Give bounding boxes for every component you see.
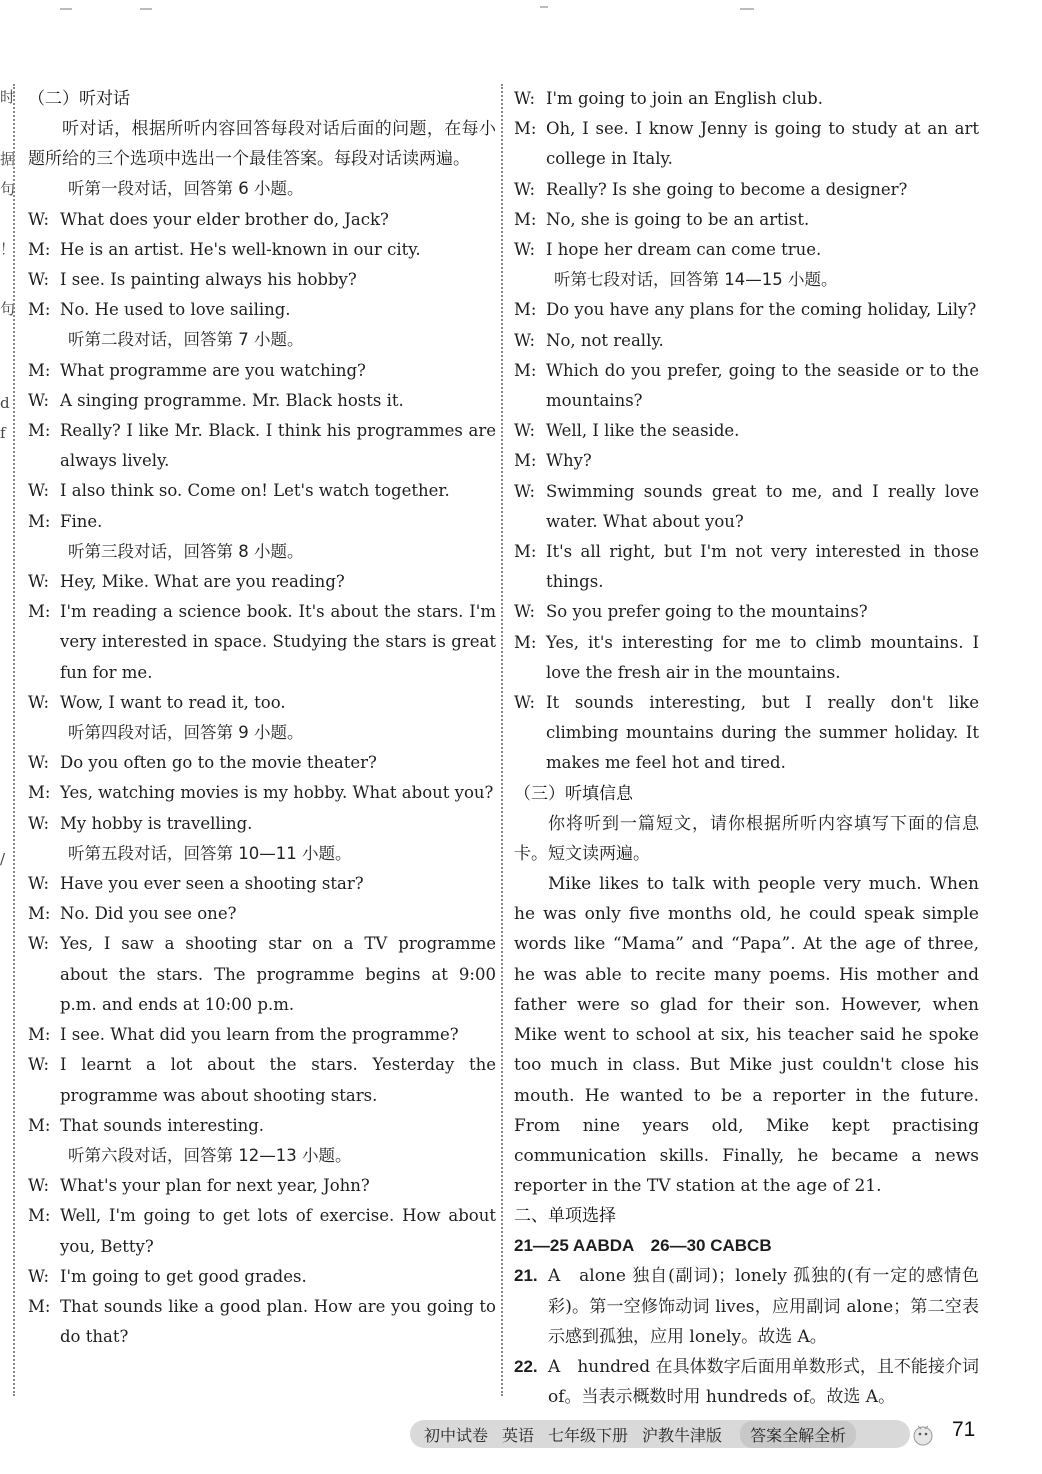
speaker-label: W: (514, 89, 536, 108)
dialogue-text: What does your elder brother do, Jack? (60, 209, 389, 229)
dialogue-text: That sounds like a good plan. How are you going to do that? (60, 1296, 496, 1347)
dialogue-text: Swimming sounds great to me, and I really love water. What about you? (546, 481, 979, 531)
dialogue-text: Well, I'm going to get lots of exercise. How about you, Betty? (60, 1206, 496, 1256)
speaker-label: M: (28, 783, 51, 803)
crop-marks-icon (0, 1, 1042, 15)
speaker-label: M: (514, 360, 537, 380)
dialogue-text: Really? I like Mr. Black. I think his programmes are always lively. (60, 421, 496, 471)
speaker-label: W: (28, 753, 50, 773)
footer-banner (410, 1420, 910, 1448)
dialogue-line (28, 567, 496, 597)
speaker-label: W: (28, 1176, 50, 1196)
dialogue-line (28, 1171, 496, 1201)
question-number: 22. (514, 1356, 538, 1376)
speaker-label: W: (28, 209, 50, 229)
edge-glyph: f (0, 424, 6, 442)
dialogue-text: Yes, I saw a shooting star on a TV programme about the stars. The programme begins at 9:00 p.m. and ends at 10:00 p.m. (60, 934, 496, 1014)
dialogue-text: Do you have any plans for the coming holiday, Lily? (546, 300, 977, 320)
dialogue-text: It sounds interesting, but I really don't like climbing mountains during the summer holiday. It makes me feel hot and tired. (546, 693, 979, 773)
dialogue-text: I hope her dream can come true. (546, 240, 822, 260)
dialogue-text: Why? (546, 451, 592, 471)
dialogue-line (28, 356, 496, 386)
speaker-label: W: (514, 330, 536, 350)
dialogue-line (28, 1201, 496, 1261)
speaker-label: W: (28, 813, 50, 833)
dialogue-text: Really? Is she going to become a designer? (546, 179, 908, 199)
dialogue-line (28, 1050, 496, 1110)
speaker-label: W: (514, 421, 536, 441)
dialogue-line (28, 386, 496, 416)
edge-glyph: 据 (0, 150, 16, 168)
speaker-label: M: (28, 300, 51, 320)
dialogue-line (28, 1020, 496, 1050)
question-number: 21. (514, 1266, 538, 1286)
dialogue-line (28, 1292, 496, 1352)
speaker-label: M: (28, 602, 51, 622)
dialogue-line (28, 205, 496, 235)
part-heading: 听第七段对话，回答第 14—15 小题。 (554, 270, 838, 290)
dialogue-line (28, 1262, 496, 1292)
footer-item: 英语 (502, 1425, 535, 1445)
section-instructions: 听对话，根据所听内容回答每段对话后面的问题，在每小题所给的三个选项中选出一个最佳答案。每段对话读两遍。 (28, 119, 496, 170)
speaker-label: M: (28, 360, 51, 380)
speaker-label: M: (28, 1296, 51, 1316)
right-column (514, 84, 979, 1412)
top-edge-marks (0, 0, 1042, 14)
part-heading: 听第六段对话，回答第 12—13 小题。 (68, 1145, 352, 1165)
mascot-icon (910, 1420, 936, 1448)
speaker-label: W: (514, 693, 536, 713)
edge-glyph: 时 (0, 88, 16, 106)
answer-key: 21—25 AABDA 26—30 CABCB (514, 1236, 772, 1256)
dialogue-text: I see. Is painting always his hobby? (60, 270, 357, 290)
dialogue-line (514, 205, 979, 235)
footer-item: 七年级下册 (548, 1425, 629, 1445)
explanation-item (514, 1261, 979, 1352)
speaker-label: M: (28, 1115, 51, 1135)
explanation-item (514, 1352, 979, 1412)
dialogue-text: I see. What did you learn from the programme? (60, 1025, 459, 1045)
dialogue-line (28, 295, 496, 325)
part-heading: 听第四段对话，回答第 9 小题。 (68, 723, 304, 743)
dialogue-text: I learnt a lot about the stars. Yesterday the programme was about shooting stars. (60, 1055, 496, 1105)
footer (410, 1416, 1000, 1452)
dialogue-text: Fine. (60, 511, 103, 531)
dialogue-text: No, she is going to be an artist. (546, 209, 810, 229)
edge-glyph: d (0, 394, 10, 412)
dialogue-line (28, 778, 496, 808)
speaker-label: M: (514, 451, 537, 471)
dialogue-text: Which do you prefer, going to the seaside or to the mountains? (546, 360, 979, 411)
section-title: 二、单项选择 (514, 1206, 616, 1227)
dialogue-text: No. He used to love sailing. (60, 300, 291, 320)
dialogue-line (28, 416, 496, 476)
dialogue-text: Yes, watching movies is my hobby. What about you? (60, 783, 494, 803)
speaker-label: M: (514, 209, 537, 229)
explanation-text: A alone 独自(副词)；lonely 孤独的(有一定的感情色彩)。第一空修饰动词 lives，应用副词 alone；第二空表示感到孤独，应用 lonely。故选 A。 (548, 1266, 979, 1347)
dialogue-text: I'm going to join an English club. (546, 89, 823, 108)
dialogue-text: So you prefer going to the mountains? (546, 602, 868, 622)
speaker-label: W: (28, 874, 50, 894)
dialogue-parts (28, 174, 496, 1352)
edge-glyph: ！ (0, 240, 16, 258)
dialogue-text: Do you often go to the movie theater? (60, 753, 377, 773)
dialogue-line (28, 265, 496, 295)
speaker-label: W: (28, 692, 50, 712)
dialogue-line (514, 416, 979, 446)
speaker-label: W: (514, 481, 536, 501)
dialogue-line (28, 748, 496, 778)
dialogue-text: Well, I like the seaside. (546, 421, 740, 441)
speaker-label: W: (514, 179, 536, 199)
dialogue-line (514, 597, 979, 627)
dialogue-line (514, 477, 979, 537)
dialogue-text: It's all right, but I'm not very interested in those things. (546, 542, 979, 592)
dialogue-text: That sounds interesting. (60, 1115, 265, 1135)
dialogue-line (514, 628, 979, 688)
edge-glyph: / (0, 850, 6, 868)
speaker-label: M: (28, 239, 51, 259)
explanation-text: A hundred 在具体数字后面用单数形式，且不能接介词 of。当表示概数时用 hundreds of。故选 A。 (548, 1356, 979, 1408)
speaker-label: W: (28, 934, 50, 954)
listening-passage: Mike likes to talk with people very much. When he was only five months old, he could speak simple words like “Mama” and “Papa”. At the age of three, he was able to recite many poems. His mother and father were so glad for their son. However, when Mike went to school at six, his teacher said he spoke too much in class. But Mike just couldn't close his mouth. He wanted to be a reporter in the future. From nine years old, Mike kept practising communication skills. Finally, he became a news reporter in the TV station at the age of 21. (514, 874, 979, 1197)
dialogue-line (28, 1111, 496, 1141)
section-instructions: 你将听到一篇短文，请你根据所听内容填写下面的信息卡。短文读两遍。 (514, 813, 979, 864)
dialogue-text: Oh, I see. I know Jenny is going to study at an art college in Italy. (546, 119, 979, 169)
dialogue-part-7 (514, 295, 979, 778)
speaker-label: W: (514, 602, 536, 622)
footer-tag: 答案全解全析 (740, 1421, 856, 1448)
dialogue-line (514, 446, 979, 476)
speaker-label: M: (28, 1025, 51, 1045)
speaker-label: W: (28, 270, 50, 290)
speaker-label: W: (28, 1266, 50, 1286)
dialogue-text: I also think so. Come on! Let's watch together. (60, 481, 450, 501)
dialogue-line (28, 597, 496, 688)
dialogue-text: No. Did you see one? (60, 904, 237, 924)
edge-glyph: 句 (0, 180, 16, 198)
dialogue-text: I'm reading a science book. It's about the stars. I'm very interested in space. Studying the stars is great fun for me. (60, 602, 496, 682)
dialogue-text: No, not really. (546, 330, 664, 350)
dialogue-text: I'm going to get good grades. (60, 1266, 307, 1286)
dialogue-line (514, 235, 979, 265)
speaker-label: M: (514, 300, 537, 320)
dialogue-line (514, 175, 979, 205)
dialogue-line (28, 507, 496, 537)
dialogue-text: He is an artist. He's well-known in our city. (60, 239, 421, 259)
speaker-label: M: (28, 1206, 51, 1226)
dialogue-text: What's your plan for next year, John? (60, 1176, 370, 1196)
part-heading: 听第五段对话，回答第 10—11 小题。 (68, 843, 352, 863)
dialogue-line (28, 869, 496, 899)
dialogue-line (514, 326, 979, 356)
dialogue-text: Yes, it's interesting for me to climb mountains. I love the fresh air in the mountains. (546, 632, 979, 682)
center-dotted-rule (501, 84, 503, 1396)
dialogue-line (514, 356, 979, 416)
speaker-label: W: (514, 240, 536, 260)
left-edge-cropped-text (0, 82, 16, 1402)
edge-glyph: 句 (0, 300, 16, 318)
left-column (28, 84, 496, 1352)
speaker-label: M: (28, 511, 51, 531)
dialogue-continued (514, 84, 979, 265)
dialogue-text: Hey, Mike. What are you reading? (60, 572, 345, 592)
dialogue-line (28, 899, 496, 929)
dialogue-line (28, 688, 496, 718)
footer-item: 初中试卷 (424, 1425, 489, 1445)
dialogue-line (28, 235, 496, 265)
speaker-label: W: (28, 390, 50, 410)
part-heading: 听第三段对话，回答第 8 小题。 (68, 541, 304, 561)
dialogue-line (514, 295, 979, 325)
footer-item: 沪教牛津版 (642, 1425, 723, 1445)
section-title: （三）听填信息 (514, 783, 633, 804)
speaker-label: M: (514, 632, 537, 652)
part-heading: 听第二段对话，回答第 7 小题。 (68, 330, 304, 350)
dialogue-line (514, 537, 979, 597)
dialogue-line (28, 809, 496, 839)
section-title: （二）听对话 (28, 89, 130, 109)
speaker-label: M: (28, 421, 51, 441)
speaker-label: M: (514, 119, 537, 139)
dialogue-text: Wow, I want to read it, too. (60, 692, 286, 712)
dialogue-text: My hobby is travelling. (60, 813, 253, 833)
speaker-label: W: (28, 481, 50, 501)
speaker-label: M: (28, 904, 51, 924)
dialogue-text: What programme are you watching? (60, 360, 366, 380)
dialogue-text: A singing programme. Mr. Black hosts it. (60, 390, 404, 410)
speaker-label: W: (28, 572, 50, 592)
dialogue-line (514, 114, 979, 174)
dialogue-line (28, 476, 496, 506)
speaker-label: W: (28, 1055, 50, 1075)
explanations (514, 1261, 979, 1412)
page-number: 71 (952, 1418, 976, 1441)
speaker-label: M: (514, 542, 537, 562)
left-dotted-rule (13, 84, 15, 1396)
dialogue-line (28, 929, 496, 1020)
part-heading: 听第一段对话，回答第 6 小题。 (68, 179, 304, 199)
dialogue-line (514, 688, 979, 779)
dialogue-line (514, 84, 979, 114)
dialogue-text: Have you ever seen a shooting star? (60, 874, 364, 894)
